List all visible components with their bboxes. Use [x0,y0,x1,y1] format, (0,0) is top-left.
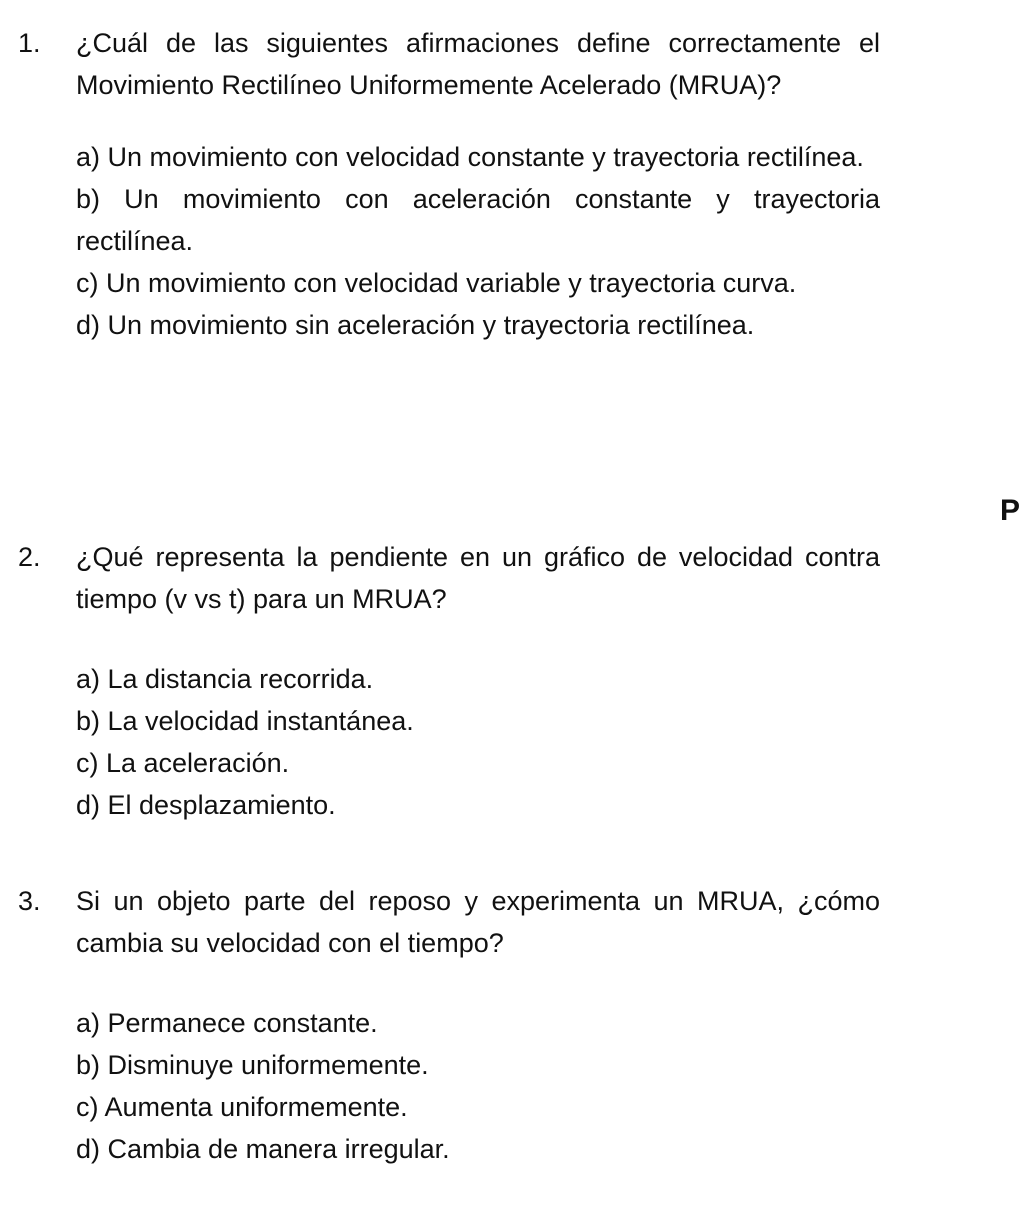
question-3-header [18,880,880,964]
question-1-options [76,136,880,346]
option-c[interactable]: c) La aceleración. [76,748,290,778]
question-number: 2. [18,542,41,572]
option-d[interactable]: d) Cambia de manera irregular. [76,1134,450,1164]
question-3 [18,880,880,1170]
question-3-options [76,1002,880,1170]
question-number: 3. [18,886,41,916]
option-c[interactable]: c) Aumenta uniformemente. [76,1092,408,1122]
question-text: ¿Cuál de las siguientes afirmaciones define correctamente el Movimiento Rectilíneo Uniformemente Acelerado (MRUA)? [76,28,880,100]
margin-fragment: P [1000,494,1020,527]
question-2 [18,536,880,826]
option-a[interactable]: a) Un movimiento con velocidad constante y trayectoria rectilínea. [76,142,864,172]
option-b[interactable]: b) Un movimiento con aceleración constante y trayectoria rectilínea. [76,184,880,256]
question-text: Si un objeto parte del reposo y experimenta un MRUA, ¿cómo cambia su velocidad con el tiempo? [76,886,880,958]
option-c[interactable]: c) Un movimiento con velocidad variable y trayectoria curva. [76,268,797,298]
option-b[interactable]: b) La velocidad instantánea. [76,706,414,736]
question-2-header [18,536,880,620]
option-a[interactable]: a) La distancia recorrida. [76,664,374,694]
option-a[interactable]: a) Permanece constante. [76,1008,378,1038]
option-b[interactable]: b) Disminuye uniformemente. [76,1050,429,1080]
question-1 [18,22,880,346]
option-d[interactable]: d) El desplazamiento. [76,790,336,820]
option-d[interactable]: d) Un movimiento sin aceleración y trayectoria rectilínea. [76,310,755,340]
question-1-header [18,22,880,106]
question-text: ¿Qué representa la pendiente en un gráfico de velocidad contra tiempo (v vs t) para un MRUA? [76,542,880,614]
question-2-options [76,658,880,826]
question-number: 1. [18,28,41,58]
